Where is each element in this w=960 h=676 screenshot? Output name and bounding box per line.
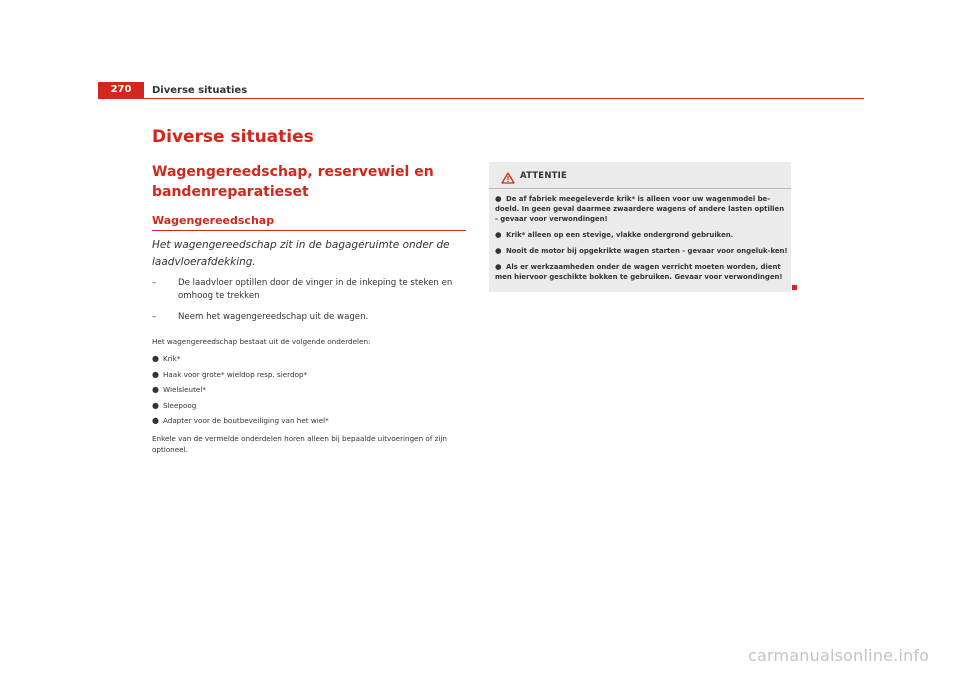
part-text: Wielsleutel* (163, 385, 206, 394)
section-title: Diverse situaties (152, 127, 314, 147)
part-text: Adapter voor de boutbeveiliging van het wiel* (163, 416, 329, 425)
steps-list (152, 277, 468, 332)
dash-marker: – (152, 278, 157, 288)
bullet-marker: ● (495, 262, 502, 271)
list-item (495, 230, 789, 240)
step-text: Neem het wagengereedschap uit de wagen. (178, 312, 369, 322)
parts-intro: Het wagengereedschap bestaat uit de volgende onderdelen: (152, 337, 371, 346)
subsection-title: Wagengereedschap, reservewiel en bandenreparatieset (152, 164, 434, 200)
header-divider (98, 98, 864, 99)
parts-list (152, 353, 472, 431)
part-text: Krik* (163, 354, 181, 363)
intro-text: Het wagengereedschap zit in de bagageruimte onder de laadvloerafdekking. (152, 239, 450, 268)
running-header-title: Diverse situaties (152, 85, 248, 96)
list-item (152, 369, 472, 380)
list-item (152, 277, 468, 303)
list-item (495, 246, 789, 256)
warning-box (489, 162, 791, 292)
list-item (152, 415, 472, 426)
topic-divider (152, 230, 466, 231)
bullet-marker: ● (495, 230, 502, 239)
warning-text: Krik* alleen op een stevige, vlakke ondergrond gebruiken. (506, 231, 734, 239)
warning-triangle-icon (501, 169, 515, 188)
list-item (152, 353, 472, 364)
bullet-marker: ● (152, 416, 159, 425)
page-number-badge: 270 (98, 82, 144, 98)
bullet-marker: ● (152, 385, 159, 394)
list-item (152, 311, 468, 324)
list-item (495, 262, 789, 282)
warning-header (489, 162, 791, 189)
warning-list (495, 194, 789, 288)
part-text: Sleepoog (163, 400, 197, 410)
bullet-marker: ● (152, 369, 159, 379)
bullet-marker: ● (495, 246, 502, 255)
warning-text: Nooit de motor bij opgekrikte wagen starten - gevaar voor ongeluk-ken! (506, 247, 788, 255)
section-end-mark (792, 285, 797, 290)
topic-title: Wagengereedschap (152, 214, 275, 227)
step-text: De laadvloer optillen door de vinger in de inkeping te steken en omhoog te trekken (178, 278, 453, 301)
bullet-marker: ● (152, 354, 159, 363)
list-item (152, 400, 472, 411)
warning-text: De af fabriek meegeleverde krik* is alleen voor uw wagenmodel be-doeld. In geen geval daarmee zwaardere wagens of andere lasten optillen - gevaar voor verwondingen! (495, 195, 785, 223)
outro-text: Enkele van de vermelde onderdelen horen alleen bij bepaalde uitvoeringen of zijn optioneel. (152, 434, 447, 454)
bullet-marker: ● (495, 194, 502, 203)
dash-marker: – (152, 312, 157, 322)
part-text: Haak voor grote* wieldop resp. sierdop* (163, 369, 308, 379)
bullet-marker: ● (152, 400, 159, 410)
list-item (495, 194, 789, 224)
watermark: carmanualsonline.info (748, 646, 930, 665)
list-item (152, 384, 472, 395)
warning-text: Als er werkzaamheden onder de wagen verricht moeten worden, dient men hiervoor geschikte bokken te gebruiken. Gevaar voor verwondingen! (495, 263, 783, 281)
warning-title: ATTENTIE (520, 171, 567, 181)
